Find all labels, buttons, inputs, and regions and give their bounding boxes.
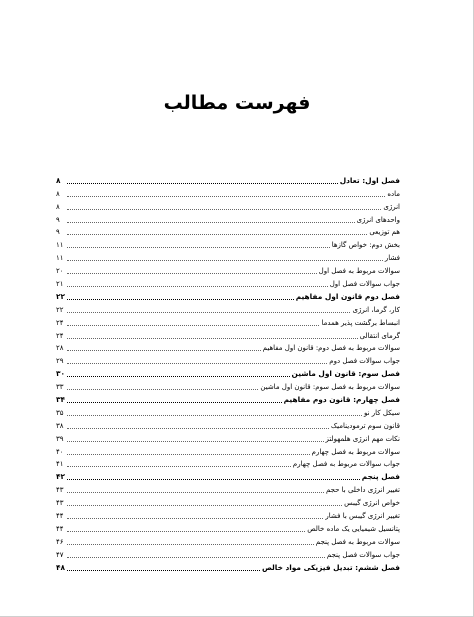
toc-entry-label: سوالات مربوط به فصل دوم: قانون اول مفاهیم <box>262 344 400 353</box>
dot-leader <box>67 401 282 403</box>
toc-entry-label: هم توزیعی <box>369 228 400 237</box>
dot-leader <box>67 259 383 261</box>
toc-page-number: ۲۰ <box>56 267 64 276</box>
toc-entry <box>56 419 400 432</box>
toc-entry <box>56 303 400 316</box>
dot-leader <box>67 233 367 235</box>
toc-chapter-entry <box>56 367 400 380</box>
toc-page-number: ۱۱ <box>56 241 64 250</box>
toc-page-number: ۴۴ <box>56 524 64 533</box>
toc-entry <box>56 342 400 355</box>
toc-entry-label: واحدهای انرژی <box>356 215 400 224</box>
dot-leader <box>67 491 324 493</box>
toc-page-number: ۹ <box>56 228 60 237</box>
toc-page-number: ۲۸ <box>56 344 64 353</box>
toc-page-number: ۸ <box>56 189 60 198</box>
dot-leader <box>67 246 330 248</box>
toc-entry-label: جواب سوالات فصل اول <box>329 280 400 289</box>
toc-entry-label: فصل ششم: تبدیل فیزیکی مواد خالص <box>261 562 400 572</box>
toc-entry-label: فصل پنجم <box>361 472 400 482</box>
toc-entry-label: سوالات مربوط به فصل پنجم <box>315 537 400 546</box>
toc-entry <box>56 406 400 419</box>
toc-entry-label: انبساط برگشت پذیر همدما <box>321 318 400 327</box>
toc-page-number: ۱۱ <box>56 254 64 263</box>
toc-entry <box>56 264 400 277</box>
dot-leader <box>67 453 310 455</box>
dot-leader <box>67 298 294 300</box>
page-title: فهرست مطالب <box>163 92 311 114</box>
toc-page-number: ۳۴ <box>56 395 66 405</box>
toc-entry <box>56 187 400 200</box>
toc-entry <box>56 535 400 548</box>
toc-entry-label: گرمای انتقالی <box>359 331 400 340</box>
toc-entry-label: ماده <box>387 189 400 198</box>
toc-entry-label: نکات مهم انرژی هلمهولتز <box>325 434 400 443</box>
toc-entry-label: سوالات مربوط به فصل سوم: قانون اول ماشین <box>260 383 400 392</box>
toc-chapter-entry <box>56 393 400 406</box>
toc-entry-label: جواب سوالات فصل دوم <box>329 357 400 366</box>
toc-page-number: ۴۲ <box>56 472 66 482</box>
toc-entry <box>56 522 400 535</box>
toc-entry-label: تغییر انرژی گیبس با فشار <box>325 512 400 521</box>
toc-entry-label: سوالات مربوط به فصل چهارم <box>311 447 400 456</box>
toc-entry-label: کار، گرما، انرژی <box>352 305 400 314</box>
toc-page-number: ۳۳ <box>56 383 64 392</box>
toc-page-number: ۲۲ <box>56 305 64 314</box>
table-of-contents <box>56 174 400 574</box>
toc-page-number: ۳۰ <box>56 369 66 379</box>
toc-entry-label: فصل سوم: قانون اول ماشین <box>291 369 400 379</box>
dot-leader <box>67 272 317 274</box>
toc-page-number: ۲۹ <box>56 357 64 366</box>
dot-leader <box>67 517 323 519</box>
toc-chapter-entry <box>56 470 400 483</box>
toc-page-number: ۴۴ <box>56 512 64 521</box>
toc-entry <box>56 380 400 393</box>
toc-entry-label: سیکل کار نو <box>363 408 400 417</box>
toc-entry <box>56 458 400 471</box>
dot-leader <box>67 337 358 339</box>
toc-entry <box>56 213 400 226</box>
dot-leader <box>67 427 329 429</box>
toc-entry <box>56 238 400 251</box>
toc-entry-label: تغییر انرژی داخلی با حجم <box>325 486 400 495</box>
toc-entry-label: انرژی <box>383 202 400 211</box>
toc-entry-label: قانون سوم ترمودینامیک <box>330 421 400 430</box>
toc-entry <box>56 509 400 522</box>
dot-leader <box>67 208 381 210</box>
toc-chapter-entry <box>56 561 400 574</box>
toc-entry <box>56 483 400 496</box>
toc-entry-label: فصل دوم قانون اول مفاهیم <box>295 291 400 301</box>
dot-leader <box>67 221 355 223</box>
toc-page-number: ۸ <box>56 202 60 211</box>
toc-entry <box>56 432 400 445</box>
toc-page-number: ۴۸ <box>56 562 66 572</box>
toc-entry <box>56 200 400 213</box>
toc-entry <box>56 445 400 458</box>
toc-page-number: ۹ <box>56 215 60 224</box>
toc-entry <box>56 316 400 329</box>
dot-leader <box>67 556 325 558</box>
toc-entry-label: بخش دوم: خواص گازها <box>331 241 400 250</box>
dot-leader <box>67 530 305 532</box>
dot-leader <box>67 375 290 377</box>
toc-entry <box>56 251 400 264</box>
toc-page-number: ۴۱ <box>56 460 64 469</box>
toc-entry <box>56 329 400 342</box>
toc-entry-label: فصل چهارم: قانون دوم مفاهیم <box>283 395 400 405</box>
dot-leader <box>67 388 258 390</box>
toc-entry <box>56 548 400 561</box>
toc-entry <box>56 277 400 290</box>
toc-entry <box>56 496 400 509</box>
dot-leader <box>67 182 338 184</box>
toc-page-number: ۴۶ <box>56 537 64 546</box>
dot-leader <box>67 440 324 442</box>
toc-chapter-entry <box>56 174 400 187</box>
dot-leader <box>67 465 291 467</box>
toc-page-number: ۴۷ <box>56 550 64 559</box>
toc-page-number: ۴۰ <box>56 447 64 456</box>
dot-leader <box>67 414 362 416</box>
dot-leader <box>67 349 261 351</box>
toc-entry-label: خواص انرژی گیبس <box>344 499 400 508</box>
toc-entry-label: سوالات مربوط به فصل اول <box>318 267 400 276</box>
toc-page-number: ۲۴ <box>56 331 64 340</box>
toc-entry <box>56 354 400 367</box>
dot-leader <box>67 543 314 545</box>
toc-entry <box>56 226 400 239</box>
toc-entry-label: پتانسیل شیمیایی یک ماده خالص <box>307 524 400 533</box>
toc-page-number: ۳۵ <box>56 408 64 417</box>
toc-entry-label: فشار <box>384 254 400 263</box>
toc-entry-label: جواب سوالات فصل پنجم <box>326 550 400 559</box>
toc-page-number: ۴۳ <box>56 486 64 495</box>
dot-leader <box>67 195 385 197</box>
toc-page-number: ۲۴ <box>56 318 64 327</box>
toc-page-number: ۳۸ <box>56 421 64 430</box>
toc-page-number: ۲۱ <box>56 280 64 289</box>
toc-entry-label: جواب سوالات مربوط به فصل چهارم <box>292 460 400 469</box>
dot-leader <box>67 569 260 571</box>
dot-leader <box>67 362 327 364</box>
toc-page-number: ۴۳ <box>56 499 64 508</box>
dot-leader <box>67 311 350 313</box>
toc-page-number: ۸ <box>56 175 61 185</box>
toc-chapter-entry <box>56 290 400 303</box>
dot-leader <box>67 504 342 506</box>
toc-page-number: ۲۲ <box>56 291 66 301</box>
dot-leader <box>67 324 319 326</box>
dot-leader <box>67 478 360 480</box>
dot-leader <box>67 285 328 287</box>
toc-page-number: ۳۹ <box>56 434 64 443</box>
toc-entry-label: فصل اول: تعادل <box>339 175 400 185</box>
